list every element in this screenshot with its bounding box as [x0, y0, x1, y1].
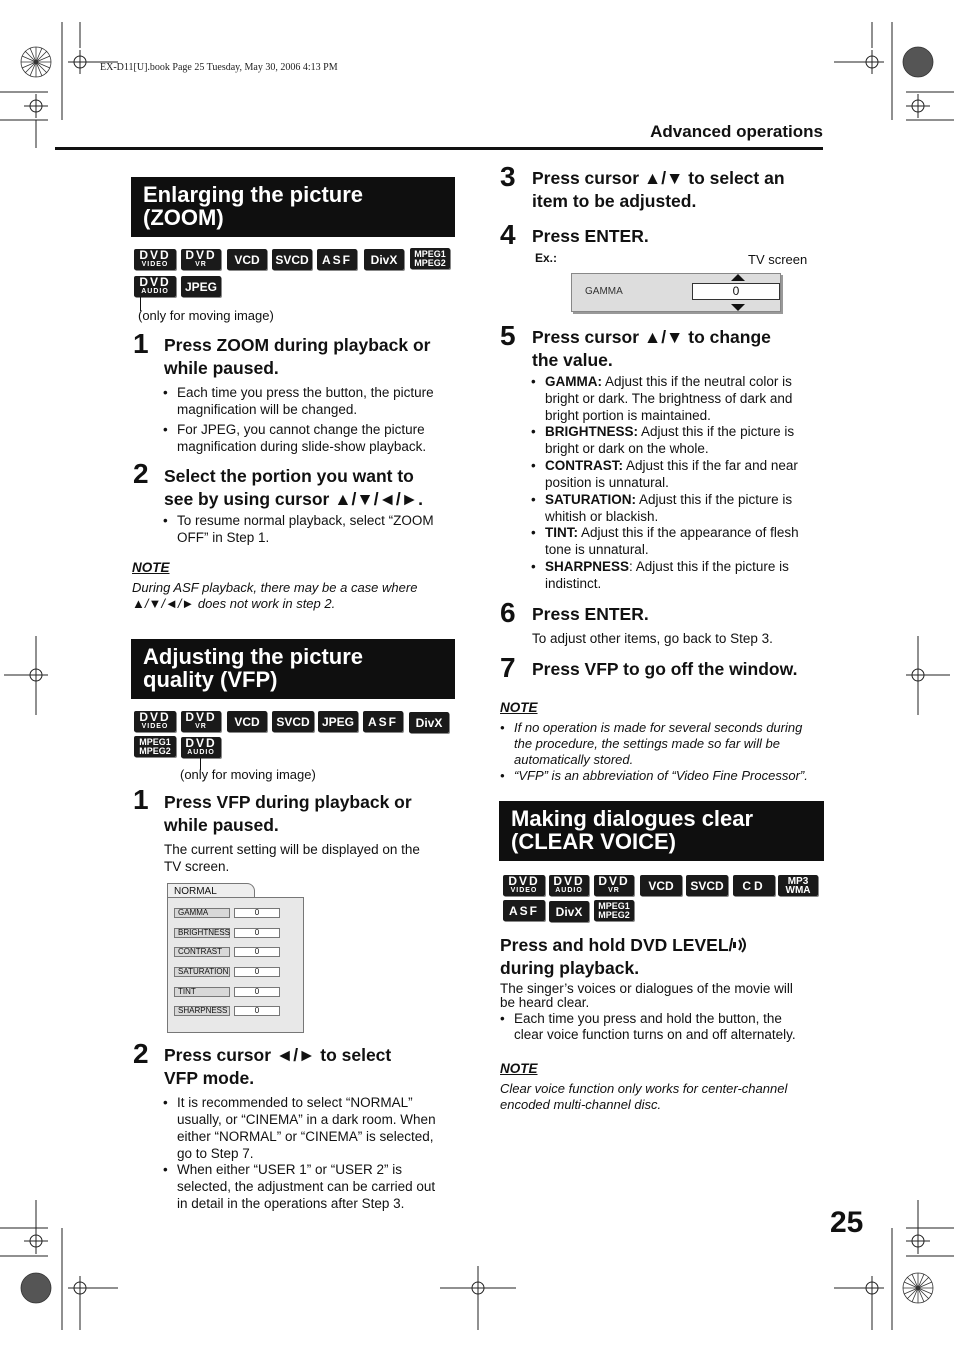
osd-row-gamma: GAMMA 0 — [174, 908, 282, 920]
logo-svcd: SVCD — [272, 711, 314, 732]
vfp-step3-heading: Press cursor ▲/▼ to select an item to be adjusted. — [532, 168, 785, 211]
vfp-osd-tab: NORMAL — [167, 883, 255, 898]
logo-svcd: SVCD — [686, 875, 728, 896]
vfp-osd-screen — [167, 883, 304, 1033]
vfp-step7-heading: Press VFP to go off the window. — [532, 659, 798, 679]
zoom-step1-heading: Press ZOOM during playback or while paused. — [164, 335, 431, 378]
zoom-step1-bullet2: • For JPEG, you cannot change the picture magnification during slide-show playback. — [163, 421, 463, 455]
clear-voice-title-line2: (CLEAR VOICE) — [511, 829, 676, 854]
zoom-title-line1: Enlarging the picture — [143, 182, 364, 207]
book-info-line: EX-D11[U].book Page 25 Tuesday, May 30, 2006 4:13 PM — [100, 62, 338, 73]
zoom-step1-bullet1: • Each time you press the button, the picture magnification will be changed. — [163, 384, 463, 418]
vfp-section-title — [131, 639, 455, 699]
logo-dvd-vr: DVD VR — [594, 875, 634, 896]
vfp-note-bullet1: • If no operation is made for several seconds during the procedure, the settings made so far will be automatically stored. — [500, 720, 803, 767]
logo-dvd-vr: DVD VR — [181, 711, 221, 732]
zoom-step2-heading: Select the portion you want to see by using cursor ▲/▼/◄/►. — [164, 466, 423, 509]
vfp-step1-heading: Press VFP during playback or while paused. — [164, 792, 412, 835]
logo-dvd-video: DVD VIDEO — [134, 249, 176, 270]
logo-vcd: VCD — [227, 249, 267, 270]
logo-jpeg: JPEG — [181, 276, 221, 297]
logo-dvd-video: DVD VIDEO — [503, 875, 545, 896]
zoom-note-text: During ASF playback, there may be a case where ▲/▼/◄/► does not work in step 2. — [132, 580, 418, 611]
vfp-note-bullet2: • “VFP” is an abbreviation of “Video Fine Processor”. — [500, 768, 808, 783]
vfp-step1-number: 1 — [133, 784, 149, 815]
logo-mpeg: MPEG1 MPEG2 — [410, 248, 450, 269]
logo-divx: DivX — [549, 901, 589, 922]
clear-voice-bullet1: • Each time you press and hold the button, the clear voice function turns on and off alternately. — [500, 1011, 830, 1043]
vfp-step2-bullet1: • It is recommended to select “NORMAL” usually, or “CINEMA” in a dark room. When either “NORMAL” or “CINEMA” is selected, go to Step 7. — [163, 1094, 463, 1162]
vfp-step5-heading: Press cursor ▲/▼ to change the value. — [532, 327, 771, 370]
clear-voice-section-title — [499, 801, 824, 861]
logo-asf: ASF — [363, 711, 403, 732]
vfp-only-moving-note: (only for moving image) — [180, 767, 316, 782]
vfp-step4-heading: Press ENTER. — [532, 226, 649, 246]
zoom-note-label: NOTE — [132, 560, 170, 575]
logo-asf: ASF — [317, 249, 357, 270]
logo-asf: ASF — [503, 900, 545, 921]
up-down-arrow-icon — [730, 274, 746, 312]
logo-dvd-audio: DVD AUDIO — [549, 875, 589, 896]
page-number: 25 — [830, 1206, 864, 1239]
header-rule — [55, 147, 823, 150]
clear-voice-note-label: NOTE — [500, 1061, 538, 1076]
osd-row-brightness: BRIGHTNESS 0 — [174, 928, 282, 940]
only-moving-note: (only for moving image) — [138, 308, 274, 323]
vfp-osd-panel — [167, 897, 304, 1033]
vfp-step1-body: The current setting will be displayed on the TV screen. — [164, 842, 420, 874]
tv-screen-label: TV screen — [748, 252, 808, 267]
vfp-step3-number: 3 — [500, 161, 516, 192]
section-running-title: Advanced operations — [650, 122, 823, 141]
vfp-step6-heading: Press ENTER. — [532, 604, 649, 624]
logo-mpeg: MPEG1 MPEG2 — [134, 736, 176, 757]
clear-voice-heading: Press and hold DVD LEVEL/ during playback. — [500, 934, 830, 980]
logo-cd: CD — [733, 875, 775, 896]
osd-row-saturation: SATURATION 0 — [174, 967, 282, 979]
vfp-step5-number: 5 — [500, 320, 516, 351]
logo-jpeg: JPEG — [318, 711, 358, 732]
vfp-step7-number: 7 — [500, 652, 516, 683]
vfp-item-tint: • TINT: Adjust this if the appearance of flesh tone is unnatural. — [531, 524, 831, 558]
clear-voice-note-text: Clear voice function only works for center-channel encoded multi-channel disc. — [500, 1081, 788, 1112]
vfp-title-line2: quality (VFP) — [143, 667, 278, 692]
example-osd — [571, 273, 781, 312]
example-label: Ex.: — [535, 251, 558, 265]
logo-vcd: VCD — [227, 711, 267, 732]
vfp-item-brightness: • BRIGHTNESS: Adjust this if the picture is bright or dark on the whole. — [531, 423, 831, 457]
logo-mpeg: MPEG1 MPEG2 — [594, 900, 634, 921]
logo-vcd: VCD — [640, 875, 682, 896]
example-osd-value: 0 — [692, 283, 780, 300]
logo-divx: DivX — [409, 712, 449, 733]
osd-row-tint: TINT 0 — [174, 987, 282, 999]
logo-mp3-wma: MP3 WMA — [778, 875, 818, 896]
logo-dvd-vr: DVD VR — [181, 249, 221, 270]
zoom-step2-number: 2 — [133, 458, 149, 489]
logo-dvd-video: DVD VIDEO — [134, 711, 176, 732]
vfp-item-contrast: • CONTRAST: Adjust this if the far and near position is unnatural. — [531, 457, 831, 491]
vfp-step6-body: To adjust other items, go back to Step 3. — [532, 631, 773, 646]
osd-row-sharpness: SHARPNESS 0 — [174, 1006, 282, 1018]
vfp-step2-bullet2: • When either “USER 1” or “USER 2” is selected, the adjustment can be carried out in detail in the operations after Step 3. — [163, 1161, 463, 1212]
zoom-section-title — [131, 177, 455, 237]
osd-row-contrast: CONTRAST 0 — [174, 947, 282, 959]
vfp-note-label: NOTE — [500, 700, 538, 715]
vfp-step2-heading: Press cursor ◄/► to select VFP mode. — [164, 1045, 392, 1088]
example-osd-label: GAMMA — [585, 286, 623, 297]
zoom-title-line2: (ZOOM) — [143, 205, 224, 230]
zoom-step2-bullet1: • To resume normal playback, select “ZOOM OFF” in Step 1. — [163, 512, 463, 546]
vfp-item-sharpness: • SHARPNESS: Adjust this if the picture is indistinct. — [531, 558, 831, 592]
vfp-item-gamma: • GAMMA: Adjust this if the neutral color is bright or dark. The brightness of dark and bright portion is maintained. — [531, 373, 831, 424]
vfp-step2-number: 2 — [133, 1038, 149, 1069]
clear-voice-body: The singer’s voices or dialogues of the movie will be heard clear. — [500, 981, 793, 1010]
logo-dvd-audio: DVD AUDIO — [134, 276, 176, 297]
vfp-step4-number: 4 — [500, 219, 516, 250]
logo-svcd: SVCD — [272, 249, 312, 270]
logo-divx: DivX — [364, 249, 404, 270]
vfp-step6-number: 6 — [500, 597, 516, 628]
logo-dvd-audio: DVD AUDIO — [181, 737, 221, 758]
zoom-step1-number: 1 — [133, 328, 149, 359]
clear-voice-title-line1: Making dialogues clear — [511, 806, 754, 831]
vfp-title-line1: Adjusting the picture — [143, 644, 363, 669]
clear-voice-icon — [733, 937, 747, 953]
vfp-item-saturation: • SATURATION: Adjust this if the picture is whitish or blackish. — [531, 491, 831, 525]
